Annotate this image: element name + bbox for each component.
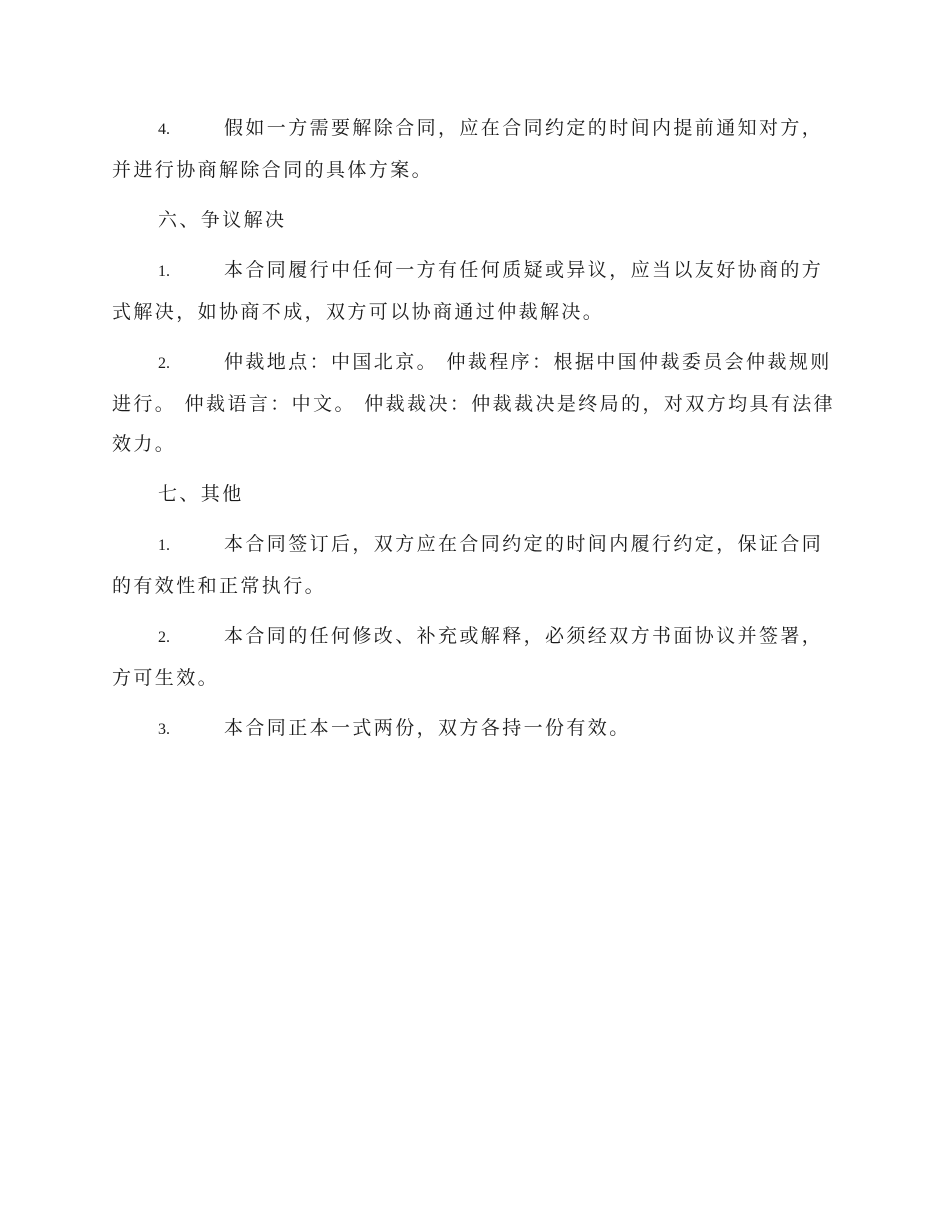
clause-text: 本合同正本一式两份，双方各持一份有效。 xyxy=(224,717,631,739)
clause-number: 1. xyxy=(158,537,170,554)
clause-number: 4. xyxy=(158,121,170,138)
clause-7-2 xyxy=(112,616,836,698)
clause-number: 3. xyxy=(158,721,170,738)
clause-number: 2. xyxy=(158,629,170,646)
clause-number: 1. xyxy=(158,263,170,280)
clause-7-3 xyxy=(112,708,836,750)
clause-text: 假如一方需要解除合同，应在合同约定的时间内提前通知对方，并进行协商解除合同的具体方案。 xyxy=(112,117,824,181)
clause-text: 仲裁地点：中国北京。 仲裁程序：根据中国仲裁委员会仲裁规则进行。 仲裁语言：中文。 仲裁裁决：仲裁裁决是终局的，对双方均具有法律效力。 xyxy=(112,351,836,455)
document-body xyxy=(112,108,836,760)
clause-5-4 xyxy=(112,108,836,190)
clause-7-1 xyxy=(112,524,836,606)
clause-text: 本合同签订后，双方应在合同约定的时间内履行约定，保证合同的有效性和正常执行。 xyxy=(112,533,824,597)
clause-number: 2. xyxy=(158,355,170,372)
section-heading-6: 六、争议解决 xyxy=(158,209,287,231)
clause-text: 本合同履行中任何一方有任何质疑或异议，应当以友好协商的方式解决，如协商不成，双方可以协商通过仲裁解决。 xyxy=(112,259,824,323)
clause-text: 本合同的任何修改、补充或解释，必须经双方书面协议并签署，方可生效。 xyxy=(112,625,824,689)
section-heading-7: 七、其他 xyxy=(158,483,244,505)
clause-6-1 xyxy=(112,250,836,332)
clause-6-2 xyxy=(112,342,836,464)
